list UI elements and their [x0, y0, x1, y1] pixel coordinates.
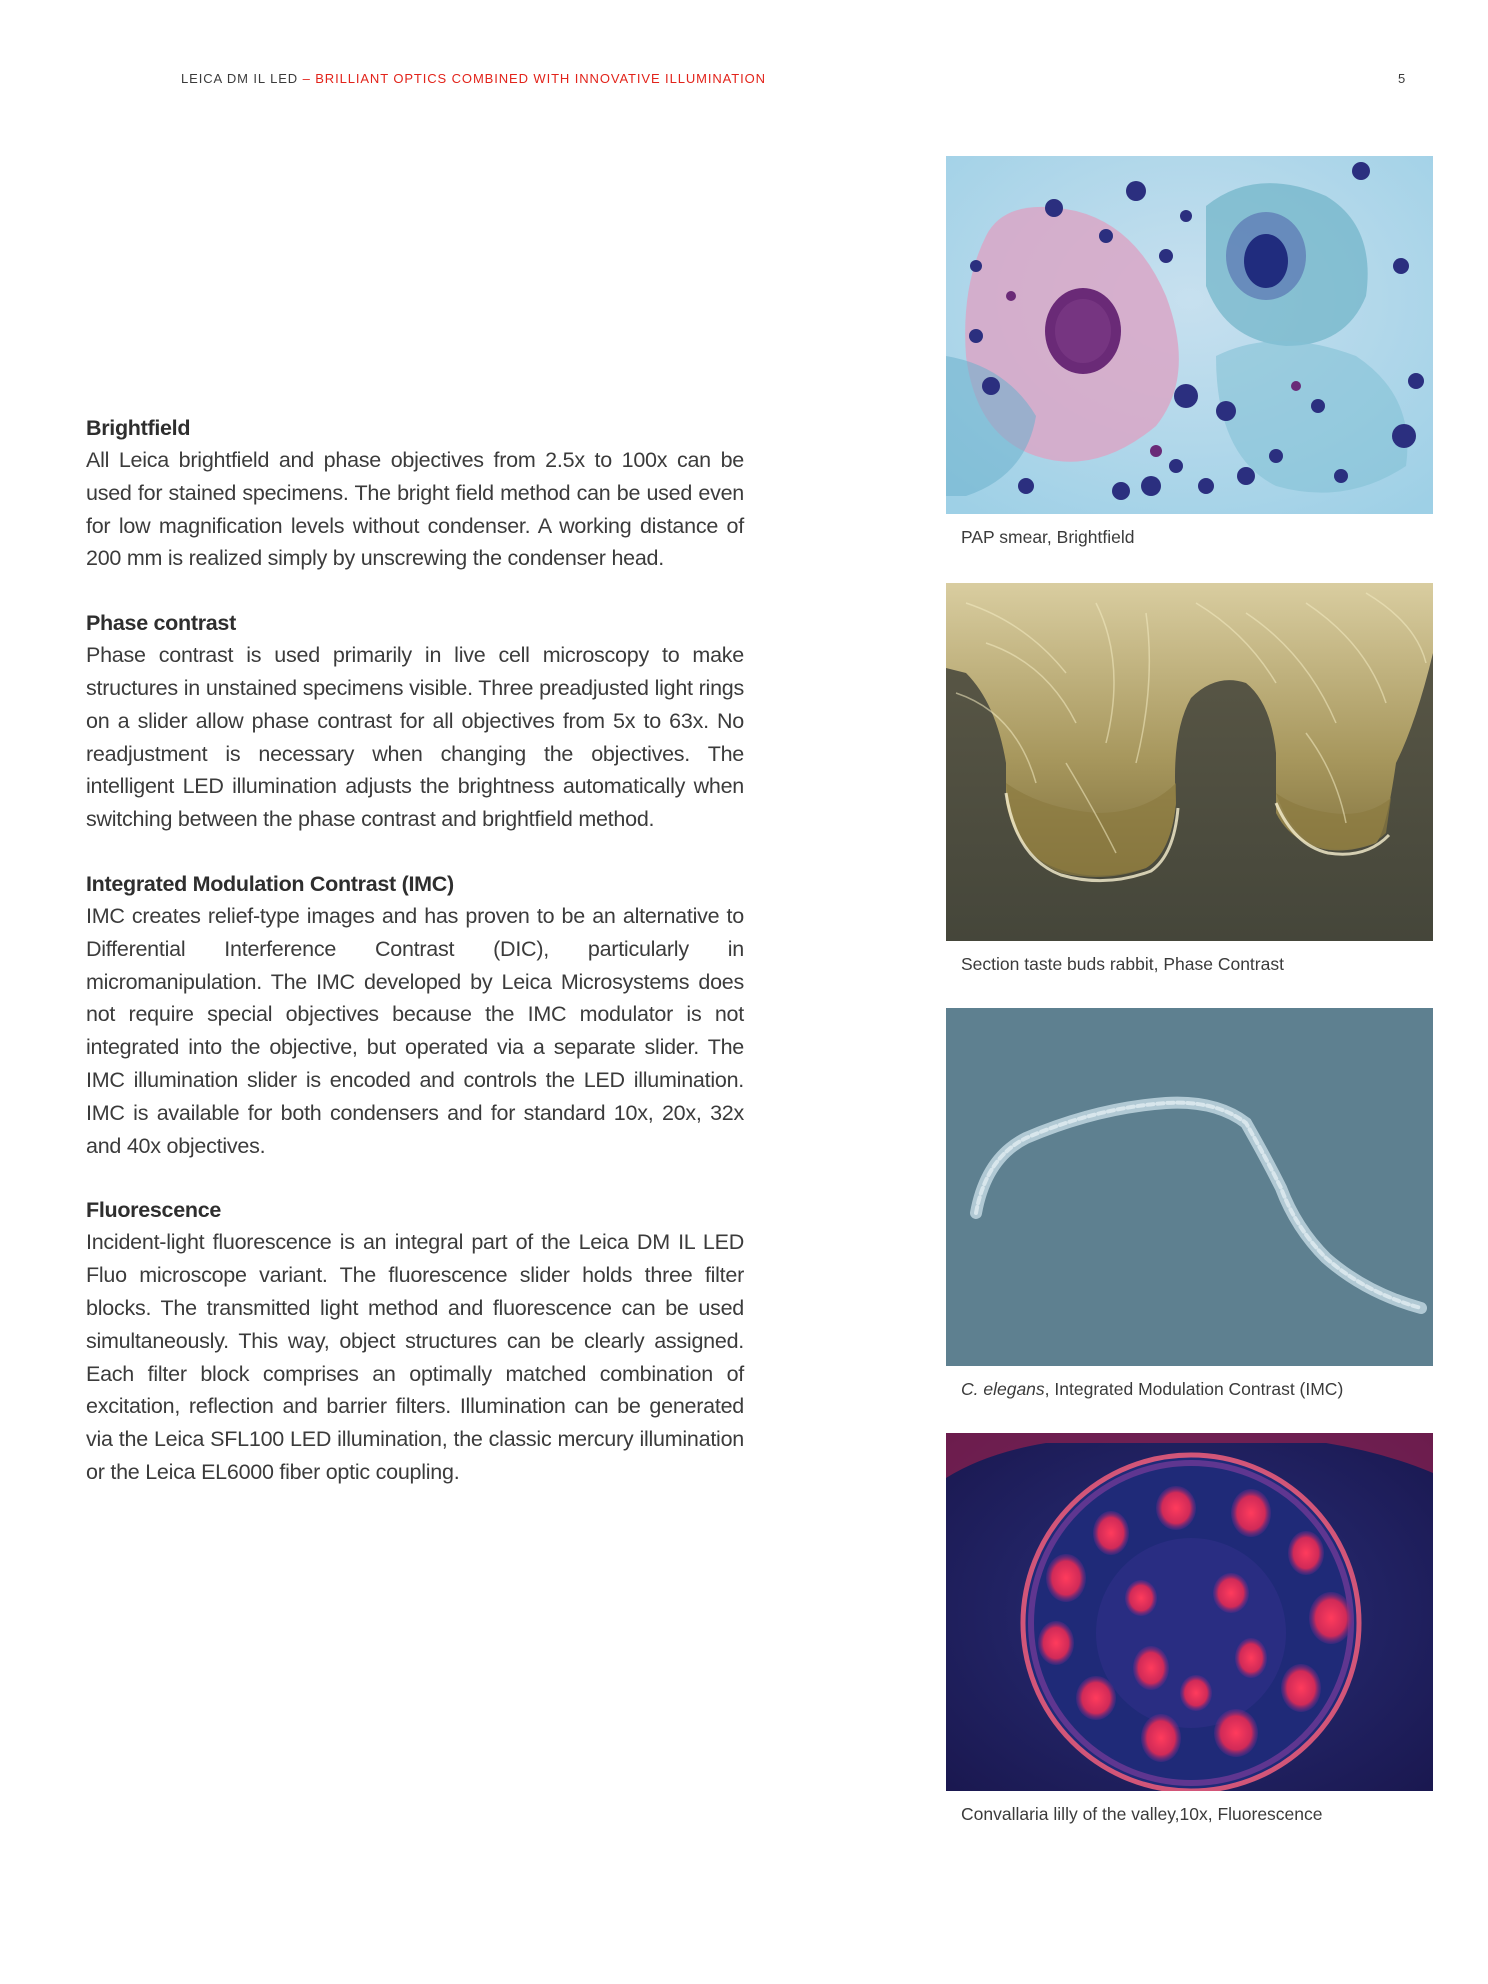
- section-imc: [86, 868, 744, 1162]
- section-brightfield: [86, 412, 744, 575]
- caption-text: , Integrated Modulation Contrast (IMC): [1044, 1379, 1344, 1399]
- section-heading: Brightfield: [86, 416, 191, 440]
- figure-caption: Convallaria lilly of the valley,10x, Fluorescence: [961, 1804, 1323, 1824]
- figure-convallaria: [946, 1433, 1433, 1825]
- section-heading: Fluorescence: [86, 1198, 222, 1223]
- pap-smear-brightfield-micrograph: [946, 156, 1433, 514]
- running-header: [181, 71, 766, 86]
- header-brand: LEICA DM IL LED: [181, 71, 299, 86]
- section-body: IMC creates relief-type images and has proven to be an alternative to Differential Interference Contrast (DIC), particularly in micromanipulation. The IMC developed by Leica Microsystems does not require special objectives because the IMC modulator is not integrated into the objective, but operated via a separate slider. The IMC illumination slider is encoded and controls the LED illumination. IMC is available for both condensers and for standard 10x, 20x, 32x and 40x objectives.: [86, 903, 744, 1158]
- section-body: All Leica brightfield and phase objectives from 2.5x to 100x can be used for stained specimens. The bright field method can be used even for low magnification levels without condenser. A working distance of 200 mm is realized simply by unscrewing the condenser head.: [86, 448, 744, 571]
- figure-caption: PAP smear, Brightfield: [961, 527, 1135, 547]
- taste-buds-phase-contrast-micrograph: [946, 583, 1433, 941]
- c-elegans-imc-micrograph: [946, 1008, 1433, 1366]
- section-fluorescence: [86, 1194, 744, 1488]
- header-tagline: – BRILLIANT OPTICS COMBINED WITH INNOVATIVE ILLUMINATION: [298, 71, 766, 86]
- section-heading: Integrated Modulation Contrast (IMC): [86, 871, 454, 896]
- figure-caption: [961, 1378, 1433, 1400]
- section-body: Incident-light fluorescence is an integral part of the Leica DM IL LED Fluo microscope variant. The fluorescence slider holds three filter blocks. The transmitted light method and fluorescence can be used simultaneously. This way, object structures can be clearly assigned. Each filter block comprises an optimally matched combination of excitation, reflection and barrier filters. Illumination can be generated via the Leica SFL100 LED illumination, the classic mercury illumination or the Leica EL6000 fiber optic coupling.: [86, 1230, 744, 1484]
- convallaria-fluorescence-micrograph: [946, 1433, 1433, 1791]
- section-heading: Phase contrast: [86, 611, 236, 636]
- figure-pap-smear: [946, 156, 1433, 548]
- caption-species: C. elegans: [961, 1379, 1045, 1399]
- page-number: 5: [1398, 71, 1406, 86]
- section-phase-contrast: [86, 607, 744, 836]
- figure-caption: Section taste buds rabbit, Phase Contrast: [961, 954, 1284, 974]
- figure-c-elegans: [946, 1008, 1433, 1400]
- section-body: Phase contrast is used primarily in live cell microscopy to make structures in unstained specimens visible. Three preadjusted light rings on a slider allow phase contrast for all objectives from 5x to 63x. No readjustment is necessary when changing the objectives. The intelligent LED illumination adjusts the brightness automatically when switching between the phase contrast and brightfield method.: [86, 643, 744, 832]
- figure-taste-buds: [946, 583, 1433, 975]
- text-column: [86, 412, 744, 1521]
